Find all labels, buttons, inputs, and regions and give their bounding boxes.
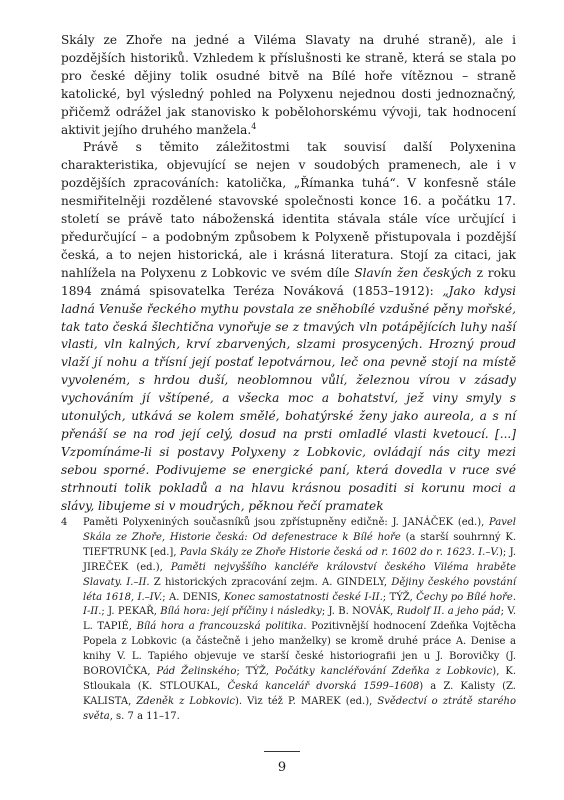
paragraph-2-text-b: z roku 1894 známá spisovatelka Teréza Nováková (1853–1912): <box>61 265 516 298</box>
footnote-text-segment: ); J. JIREČEK (ed.), <box>83 546 516 573</box>
paragraph-2 <box>61 139 516 515</box>
footnote-citation-title: Rudolf II. a jeho pád <box>396 606 501 618</box>
footnote-text-segment: ) a Z. Kalisty (Z. KALISTA, <box>83 680 516 707</box>
footnote-text-segment: ; V. L. TAPIÉ, <box>83 606 517 633</box>
footnote-text-segment: ), K. Stloukala (K. STLOUKAL, <box>83 666 516 692</box>
footnote-reference[interactable]: 4 <box>251 121 257 131</box>
paragraph-1 <box>61 32 516 139</box>
footnote-citation-title: Pád Želinského <box>156 666 237 678</box>
footnote-text <box>83 517 516 722</box>
page-number: 9 <box>277 760 287 775</box>
footnote-text-segment: . Pozitivnější hodnocení Zdeňka Vojtěcha Popela z Lobkovic (a částečně i jeho manželky) se kromě druhé práce A. Denise a knihy V. L. Tapiého objevuje ve starší české historiografii jen u J. Borovičky (J. BOROVIČKA, <box>83 621 517 678</box>
page-number-rule <box>264 751 300 752</box>
footnote-text-segment: ; TÝŽ, <box>382 591 417 603</box>
footnote-text-segment: ; TÝŽ, <box>236 666 275 678</box>
footnote <box>61 516 516 725</box>
footnote-number: 4 <box>61 517 68 528</box>
footnote-text-segment: , s. 7 a 11–17. <box>109 710 180 722</box>
footnote-text-segment: ; J. PEKAŘ, <box>101 606 161 618</box>
book-title: Slavín žen českých <box>354 265 472 280</box>
footnote-citation-title: Pavla Skály ze Zhoře Historie česká od r. 1602 do r. 1623. I.–V. <box>179 546 499 558</box>
paragraph-2-text-a: Právě s těmito záležitostmi tak souvisí další Polyxenina charakteristika, objevující se nejen v soudobých pramenech, ale i v pozdějších zpracováních: katolička, „Římanka tuhá“. V konfesně stále nesmiřitelněji rozdělené stavovské společnosti konce 16. a počátku 17. století se právě tato náboženská identita stávala stále více určující i předurčující – a podobným způsobem k Polyxeně přistupovala i pozdější česká, a to nejen historická, ale i krásná literatura. Stojí za citaci, jak nahlížela na Polyxenu z Lobkovic ve svém díle <box>61 140 516 280</box>
footnote-citation-title: Zdeněk z Lobkovic <box>136 695 236 707</box>
quotation: „Jako kdysi ladná Venuše řeckého mythu povstala ze sněhobílé vzdušné pěny mořské, tak tato česká šlechtična vynořuje se z tmavých vln potápějících luhy naší vlasti, vln kalných, krví zbarvených, slzami prosycených. Hrozný proud vlaží jí nohu a třísní její postať lepotvárnou, leč ona pevně stojí na místě vyvoleném, s hrdou duší, neoblomnou vůlí, železnou vírou v zásady vychováním jí vštípené, a všecka moc a bohatství, jež viny smyly s utonulých, utkává se kolem smělé, bohatýrské ženy jako aureola, a s ní přenáší se na rod její celý, dosud na prsti omladlé vlasti kvetoucí. [...] Vzpomínáme-li si postavy Polyxeny z Lobkovic, ovládají nás city mezi sebou sporné. Podivujeme se energické paní, která dovedla v ruce své strhnouti tolik pokladů a na hlavu krásnou posaditi si korunu moci a slávy, libujeme si v moudrých, pěknou řečí pramatek <box>61 283 516 513</box>
main-text <box>61 32 516 515</box>
footnote-text-segment: ; A. DENIS, <box>162 591 224 603</box>
footnote-citation-title: Dějiny českého povstání léta 1618, I.–IV. <box>83 576 517 603</box>
footnote-text-segment: ; J. B. NOVÁK, <box>321 606 397 618</box>
footnote-paragraph <box>61 516 516 725</box>
footnote-citation-title: Čechy po Bílé hoře. I-II. <box>83 591 516 618</box>
footnote-text-segment: (a starší souhrnný K. TIEFTRUNK [ed.], <box>83 531 516 558</box>
footnote-text-segment: Z historických zpracování zejm. A. GINDELY, <box>149 576 392 588</box>
footnote-citation-title: Pavel Skála ze Zhoře, Historie česká: Od defenestrace k Bílé hoře <box>83 517 516 543</box>
footnote-citation-title: Konec samostatnosti české I-II. <box>223 591 383 603</box>
footnote-citation-title: Bílá hora a francouzská politika <box>136 621 304 633</box>
footnote-text-segment: ). Viz též P. MAREK (ed.), <box>235 695 378 707</box>
footnote-citation-title: Česká kancelář dvorská 1599–1608 <box>227 680 420 692</box>
footnote-text-segment: Paměti Polyxeniných současníků jsou zpřístupněny edičně: J. JANÁČEK (ed.), <box>83 517 489 528</box>
footnote-citation-title: Svědectví o ztrátě starého světa <box>83 695 517 722</box>
paragraph-1-text: Skály ze Zhoře na jedné a Viléma Slavaty na druhé straně), ale i pozdějších historiků. Vzhledem k příslušnosti ke straně, která se stala po pro české dějiny tolik osudné bitvě na Bílé hoře vítěznou – straně katolické, byl výsledný pohled na Polyxenu nejednou dosti jednoznačný, přičemž odrážel jak stanovisko k pobělohorskému vývoji, tak hodnocení aktivit jejího druhého manžela. <box>61 33 516 137</box>
footnote-citation-title: Bílá hora: její příčiny i následky <box>160 606 322 618</box>
footnote-citation-title: Počátky kancléřování Zdeňka z Lobkovic <box>274 666 493 678</box>
footnote-citation-title: Paměti nejvyššího kancléře království českého Viléma hraběte Slavaty. I.–II. <box>83 561 516 588</box>
